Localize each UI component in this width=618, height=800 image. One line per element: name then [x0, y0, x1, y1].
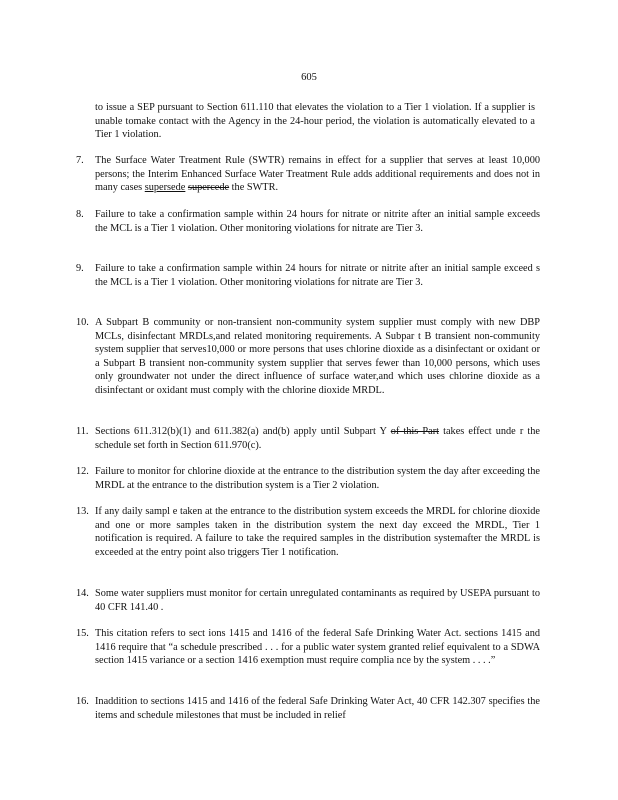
footnote-number: 13.: [76, 506, 89, 517]
footnote-11: [76, 425, 540, 452]
footnote-text-end: takes effect unde r the schedule set forth in Section 611.970(c).: [95, 426, 540, 451]
footnote-16: [76, 695, 540, 722]
footnote-number: 7.: [76, 155, 84, 166]
footnote-15: [76, 627, 540, 668]
footnote-number: 8.: [76, 209, 84, 220]
footnote-9: [76, 262, 540, 289]
footnote-text: Failure to take a confirmation sample within 24 hours for nitrate or nitrite after an initial sample exceeds the MCL is a Tier 1 violation. Other monitoring violations for nitrate are Tier 3.: [95, 209, 540, 234]
footnote-number: 9.: [76, 263, 84, 274]
footnote-number: 10.: [76, 317, 89, 328]
page-number: 605: [301, 72, 317, 83]
footnote-text: Inaddition to sections 1415 and 1416 of the federal Safe Drinking Water Act, 40 CFR 142.307 specifies the items and schedule milestones that must be included in relief: [95, 696, 540, 721]
footnote-13: [76, 505, 540, 559]
footnote-number: 14.: [76, 588, 89, 599]
footnote-number: 15.: [76, 628, 89, 639]
footnote-number: 12.: [76, 466, 89, 477]
footnote-text: A Subpart B community or non-transient non-community system supplier must comply with new DBP MCLs, disinfectant MRDLs,and related monitoring requirements. A Subpar t B transient non-community system supplier that serves10,000 or more persons that uses chlorine dioxide as a disinfectant or oxidant or a Subpart B transient non-community system supplier that serves fewer than 10,000 persons, which uses only groundwater not under the direct influence of surface water,and which uses chlorine dioxide as a disinfectant or oxidant must comply with the chlorine dioxide MRDL.: [95, 317, 540, 396]
footnote-text-end: the SWTR.: [229, 182, 279, 194]
footnote-7: [76, 154, 540, 195]
footnote-text-start: Sections 611.312(b)(1) and 611.382(a) and(b) apply until Subpart Y: [95, 426, 391, 437]
footnote-text: Failure to take a confirmation sample within 24 hours for nitrate or nitrite after an initial sample exceed s the MCL is a Tier 1 violation. Other monitoring violations for nitrate are Tier 3.: [95, 263, 540, 288]
footnote-text: [95, 154, 540, 195]
footnote-number: 16.: [76, 696, 89, 707]
footnote-text: Failure to monitor for chlorine dioxide at the entrance to the distribution system the day after exceeding the MRDL at the entrance to the distribution system is a Tier 2 violation.: [95, 466, 540, 491]
footnote-10: [76, 316, 540, 398]
deleted-text: supercede: [187, 182, 230, 194]
footnote-12: [76, 465, 540, 492]
footnote-text: [95, 425, 540, 452]
continuation-paragraph: to issue a SEP pursuant to Section 611.110 that elevates the violation to a Tier 1 violation. If a supplier is unable tomake contact with the Agency in the 24-hour period, the violation is automatically elevated to a Tier 1 violation.: [95, 102, 535, 141]
footnote-8: [76, 208, 540, 235]
footnote-text: This citation refers to sect ions 1415 and 1416 of the federal Safe Drinking Water Act. sections 1415 and 1416 require that “a schedule prescribed . . . for a public water system granted relief equivalent to a SDWA section 1415 variance or a section 1416 exemption must require complia nce by the system . . . .”: [95, 628, 540, 667]
footnote-14: [76, 587, 540, 614]
deleted-text: of this Part: [390, 426, 439, 437]
footnote-text-start: The Surface Water Treatment Rule (SWTR) remains in effect for a supplier that serves at least 10,000 persons; the Interim Enhanced Surface Water Treatment Rule adds additional requirements and does not in many cases: [95, 155, 540, 194]
footnote-number: 11.: [76, 426, 89, 437]
footnote-text: Some water suppliers must monitor for certain unregulated contaminants as required by USEPA pursuant to 40 CFR 141.40 .: [95, 588, 540, 613]
inserted-text: supersede: [144, 182, 186, 194]
footnote-text: If any daily sampl e taken at the entrance to the distribution system exceeds the MRDL for chlorine dioxide and one or more samples taken in the distribution system the next day exceed the MRDL, Tier 1 notification is required. A failure to take the required samples in the distribution systemafter the MRDL is exceeded at the entry point also triggers Tier 1 notification.: [95, 506, 540, 558]
